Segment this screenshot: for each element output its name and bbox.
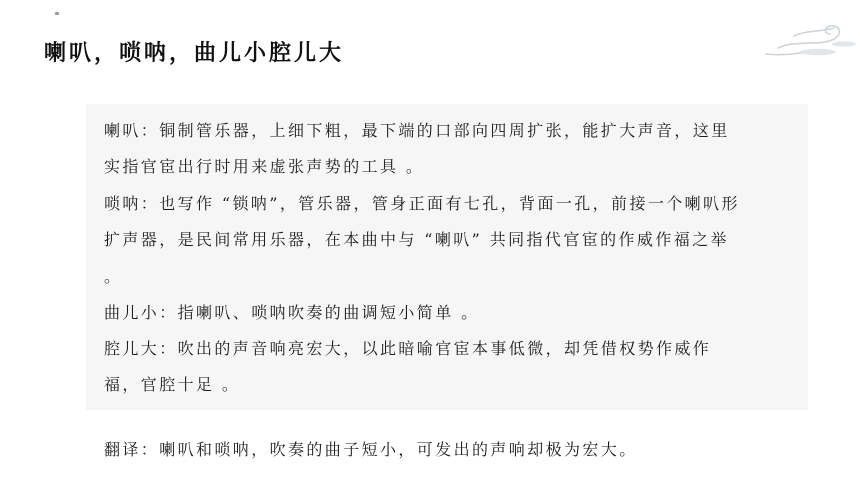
- definition-querxiao: 曲儿小：指喇叭、唢呐吹奏的曲调短小简单 。: [104, 303, 480, 322]
- cloud-swirl-icon: [760, 6, 860, 66]
- slide-title: 喇叭，唢呐，曲儿小腔儿大: [44, 40, 345, 66]
- definition-laba: 喇叭：铜制管乐器，上细下粗，最下端的口部向四周扩张，能扩大声音，这里实指官宦出行时用来虚张声势的工具 。: [104, 121, 730, 177]
- definition-suona: 唢呐：也写作 “锁呐”，管乐器，管身正面有七孔，背面一孔，前接一个喇叭形扩声器，是民间常用乐器，在本曲中与 “喇叭” 共同指代官宦的作威作福之举 。: [104, 194, 740, 286]
- corner-dot: [55, 12, 59, 15]
- definition-qiangerda: 腔儿大：吹出的声音响亮宏大，以此暗喻官宦本事低微，却凭借权势作威作福，官腔十足 。: [104, 339, 712, 395]
- translation-text: 翻译：喇叭和唢呐，吹奏的曲子短小，可发出的声响却极为宏大。: [104, 440, 638, 459]
